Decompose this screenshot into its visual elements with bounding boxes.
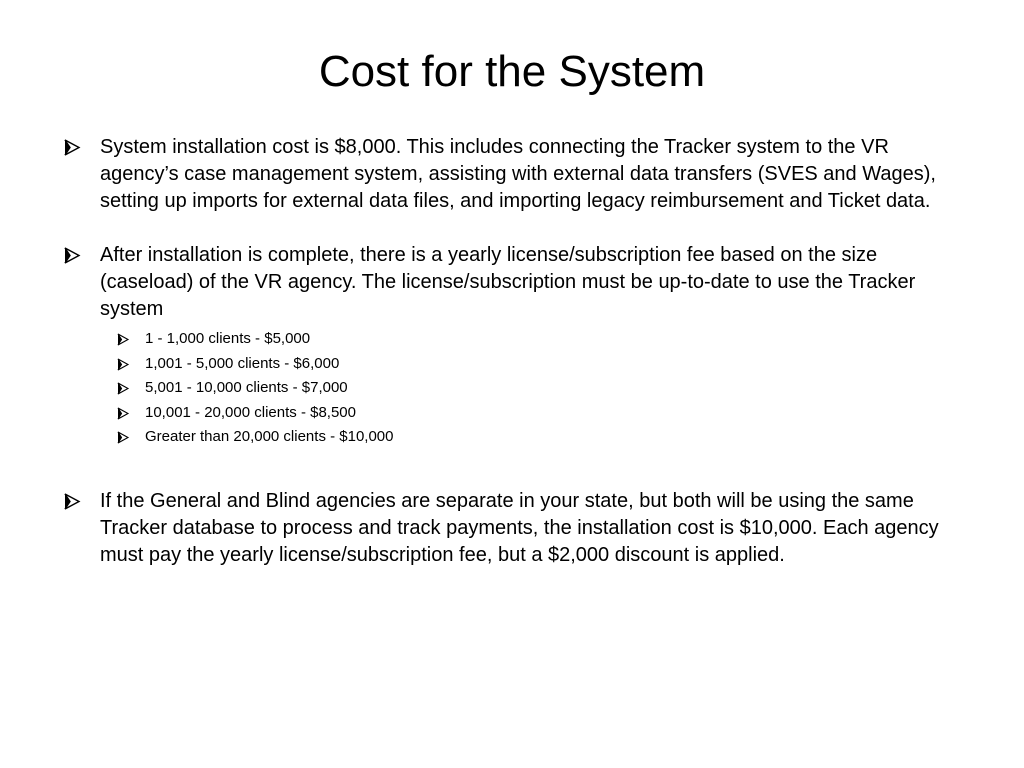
fee-tier-item [100, 352, 952, 377]
fee-tier-item [100, 327, 952, 352]
bullet-item-installation-cost [62, 134, 952, 215]
arrow-bullet-icon [62, 135, 82, 160]
arrow-bullet-icon [62, 243, 82, 268]
bullet-item-yearly-license [62, 242, 952, 450]
arrow-bullet-icon [116, 331, 130, 348]
fee-tier-text: Greater than 20,000 clients - $10,000 [145, 428, 394, 445]
fee-tier-text: 10,001 - 20,000 clients - $8,500 [145, 403, 356, 421]
bullet-list [62, 134, 952, 569]
fee-tier-item [100, 376, 952, 401]
bullet-item-separate-agencies [62, 488, 952, 569]
fee-tier-item [100, 401, 952, 426]
fee-tier-text: 5,001 - 10,000 clients - $7,000 [145, 379, 348, 396]
fee-tier-text: 1,001 - 5,000 clients - $6,000 [145, 354, 340, 372]
bullet-text: If the General and Blind agencies are separate in your state, but both will be using the same Tracker database to process and track payments, the installation cost is $10,000. Each agency must pay the yearly license/subscription fee, but a $2,000 discount is applied. [100, 489, 939, 566]
fee-tier-text: 1 - 1,000 clients - $5,000 [145, 330, 311, 347]
fee-tier-list [100, 327, 952, 450]
bullet-text: After installation is complete, there is a yearly license/subscription fee based on the size (caseload) of the VR agency. The license/subscription must be up-to-date to use the Tracker system [100, 244, 916, 320]
slide-title: Cost for the System [318, 47, 706, 96]
arrow-bullet-icon [116, 380, 130, 397]
bullet-text: System installation cost is $8,000. This includes connecting the Tracker system to the VR agency’s case management system, assisting with external data transfers (SVES and Wages), setting up imports for external data files, and importing legacy reimbursement and Ticket data. [100, 136, 936, 212]
arrow-bullet-icon [116, 356, 130, 373]
arrow-bullet-icon [116, 429, 130, 446]
arrow-bullet-icon [116, 405, 130, 422]
arrow-bullet-icon [62, 489, 82, 514]
fee-tier-item [100, 425, 952, 450]
